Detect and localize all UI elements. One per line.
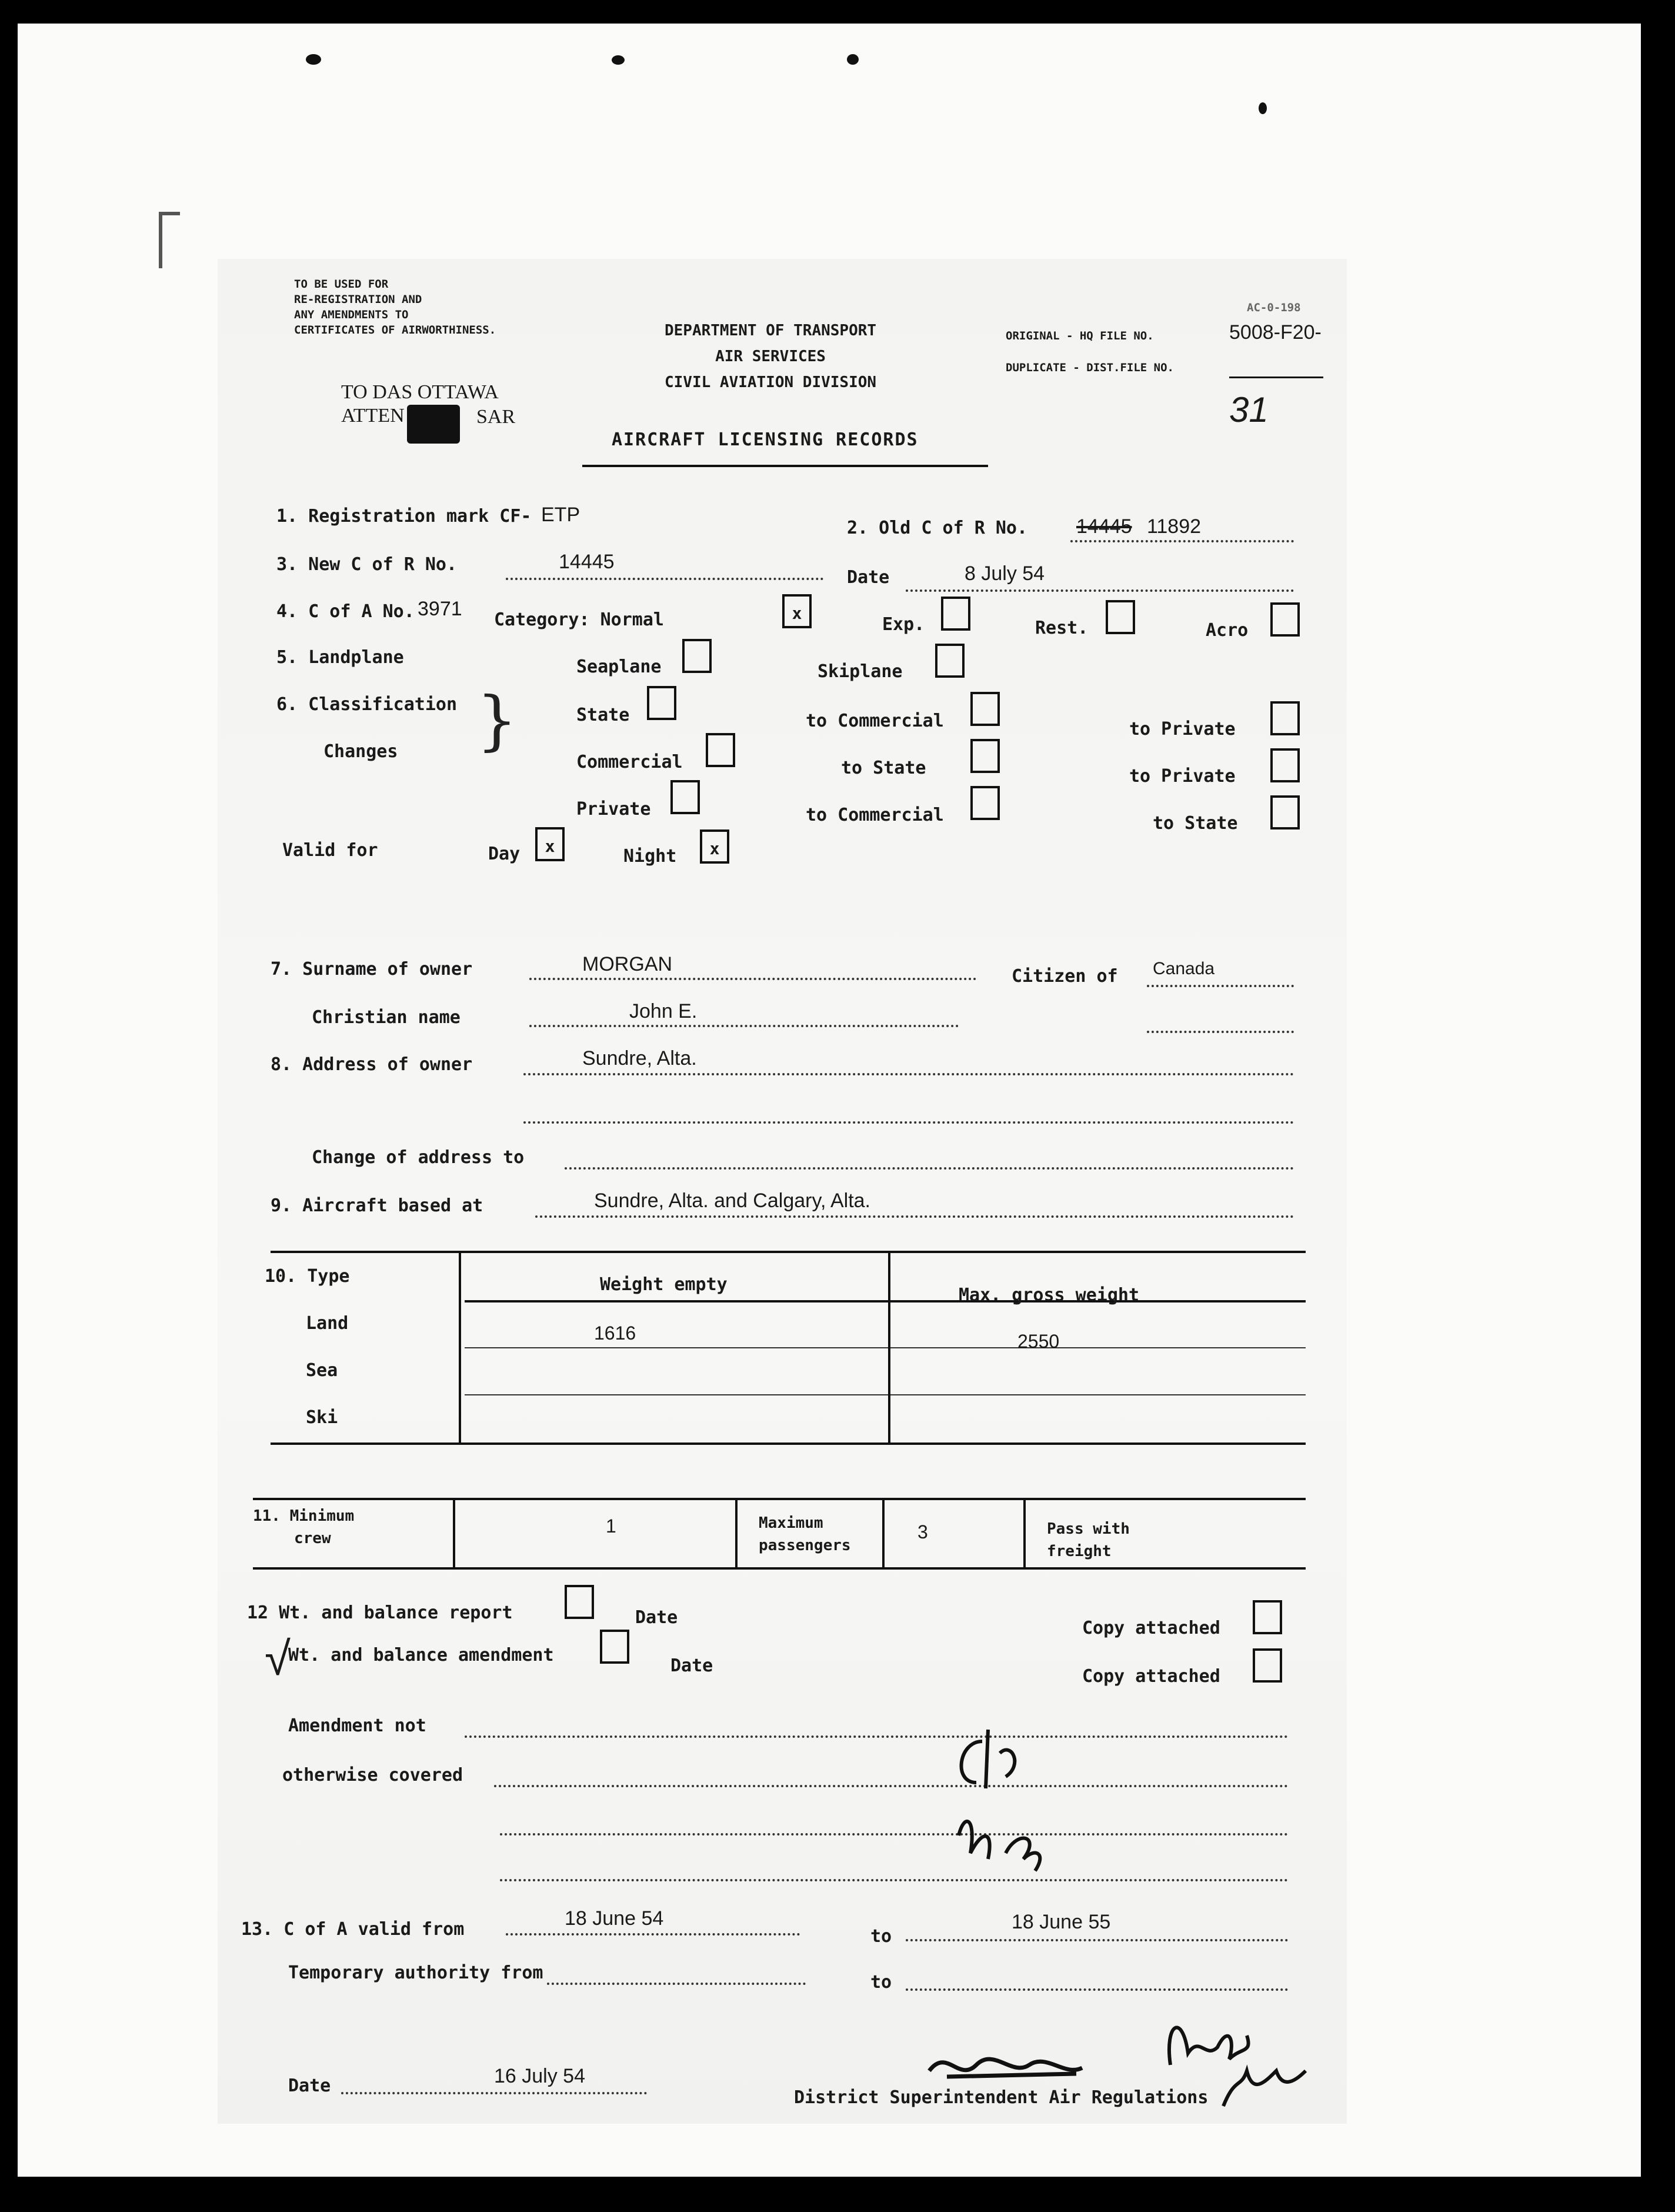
amendment-dots-4 [500, 1879, 1288, 1881]
address-dots [523, 1073, 1294, 1075]
footer-date-dots [341, 2092, 647, 2094]
land-weight-empty: 1616 [594, 1322, 636, 1344]
amendment-dots-3 [500, 1833, 1288, 1835]
address-label: 8. Address of owner [271, 1054, 473, 1075]
new-cofr-date-dots [906, 589, 1294, 592]
to-state-checkbox[interactable] [970, 739, 1000, 773]
commercial-checkbox[interactable] [706, 733, 735, 767]
superintendent-signature [923, 2000, 1312, 2118]
cofa-value: 3971 [418, 598, 462, 620]
footer-date-label: Date [288, 2076, 331, 2096]
min-crew-label [253, 1505, 354, 1550]
max-passengers-line2: passengers [759, 1537, 851, 1554]
department-heading: DEPARTMENT OF TRANSPORT AIR SERVICES CIVIL AVIATION DIVISION [665, 322, 877, 391]
type-land: Land [306, 1313, 349, 1334]
day-label: Day [488, 844, 520, 864]
commercial-label: Commercial [576, 752, 683, 772]
old-cofr-label: 2. Old C of R No. [847, 518, 1028, 538]
to-private-2-checkbox[interactable] [1270, 748, 1300, 782]
speck [847, 54, 859, 65]
to-state-2-checkbox[interactable] [1270, 795, 1300, 830]
exp-checkbox[interactable] [941, 597, 970, 631]
new-cofr-label: 3. New C of R No. [276, 554, 458, 575]
copy-attached-1-label: Copy attached [1082, 1618, 1220, 1638]
to-commercial-2-label: to Commercial [806, 805, 944, 825]
rest-checkbox[interactable] [1106, 600, 1135, 634]
copy-attached-1-checkbox[interactable] [1253, 1600, 1282, 1634]
based-at-value: Sundre, Alta. and Calgary, Alta. [594, 1190, 870, 1212]
type-label: 10. Type [265, 1266, 350, 1287]
amendment-dots-1 [465, 1735, 1288, 1738]
table10-rule-2 [465, 1394, 1306, 1395]
old-cofr-value: 11892 [1147, 515, 1202, 538]
pass-freight-line2: freight [1047, 1543, 1112, 1560]
to-line-1: TO DAS OTTAWA [341, 381, 499, 403]
private-label: Private [576, 799, 651, 819]
copy-attached-2-label: Copy attached [1082, 1666, 1220, 1687]
table11-bottom [253, 1567, 1306, 1570]
title-underline [582, 465, 988, 467]
wb-report-label: 12 Wt. and balance report [247, 1603, 513, 1623]
table11-col-3 [882, 1498, 885, 1567]
initials-signature [947, 1718, 1065, 1888]
speck [306, 54, 321, 65]
table10-rule-1 [465, 1347, 1306, 1348]
to-commercial-checkbox[interactable] [970, 692, 1000, 726]
duplicate-file-value: 31 [1229, 390, 1269, 429]
address-dots-2 [523, 1121, 1294, 1124]
duplicate-file-label: DUPLICATE - DIST.FILE NO. [1006, 361, 1174, 374]
cofa-valid-to-value: 18 June 55 [1012, 1911, 1111, 1933]
crop-mark [159, 212, 180, 268]
table11-col-1 [453, 1498, 455, 1567]
min-crew-line1: 11. Minimum [253, 1507, 355, 1525]
cofa-valid-from-dots [506, 1933, 800, 1936]
cofa-valid-from-value: 18 June 54 [565, 1907, 664, 1930]
temp-authority-label: Temporary authority from [288, 1963, 543, 1983]
land-max-gross: 2550 [1017, 1331, 1060, 1352]
to-state-2-label: to State [1153, 813, 1238, 834]
usage-note: TO BE USED FOR RE-REGISTRATION AND ANY AMENDMENTS TO CERTIFICATES OF AIRWORTHINESS. [294, 278, 496, 337]
redaction-blot [407, 405, 460, 444]
acro-checkbox[interactable] [1270, 602, 1300, 637]
to-private-checkbox[interactable] [1270, 701, 1300, 735]
temp-authority-to-dots [906, 1988, 1288, 1991]
type-ski: Ski [306, 1407, 338, 1428]
speck [612, 55, 625, 65]
old-cofr-struck: 14445 [1076, 515, 1132, 538]
type-sea: Sea [306, 1360, 338, 1381]
cofa-valid-label: 13. C of A valid from [241, 1919, 465, 1940]
citizen-dots [1147, 985, 1294, 987]
wb-report-date-label: Date [635, 1607, 678, 1628]
table10-bottom [271, 1443, 1306, 1445]
wb-amend-date-label: Date [670, 1655, 713, 1676]
pass-freight-label [1047, 1518, 1130, 1563]
to-line-2b: SAR [476, 406, 516, 428]
seaplane-checkbox[interactable] [682, 639, 712, 673]
based-at-label: 9. Aircraft based at [271, 1195, 483, 1216]
table11-col-2 [735, 1498, 738, 1567]
surname-dots [529, 978, 976, 980]
temp-authority-dots [547, 1983, 806, 1985]
pass-freight-line1: Pass with [1047, 1520, 1130, 1538]
wb-report-checkbox[interactable] [565, 1585, 594, 1619]
private-checkbox[interactable] [670, 780, 700, 814]
dist-file-underline [1229, 377, 1323, 378]
form-title: AIRCRAFT LICENSING RECORDS [612, 429, 919, 450]
wb-amend-checkbox[interactable] [600, 1630, 629, 1664]
classification-brace: } [476, 682, 518, 758]
classification-label: 6. Classification [276, 694, 458, 715]
to-private-label: to Private [1129, 719, 1236, 739]
registration-label: 1. Registration mark CF- [276, 506, 532, 527]
seaplane-label: Seaplane [576, 657, 662, 677]
cofa-label: 4. C of A No. [276, 601, 415, 622]
christian-name-label: Christian name [312, 1007, 461, 1028]
min-crew-line2: crew [294, 1530, 331, 1547]
old-cofr-dots [1070, 540, 1294, 542]
to-commercial-label: to Commercial [806, 711, 944, 731]
original-file-label: ORIGINAL - HQ FILE NO. [1006, 329, 1154, 342]
based-at-dots [535, 1215, 1294, 1218]
christian-dots [529, 1025, 959, 1027]
speck [1259, 102, 1267, 114]
night-checkbox[interactable]: x [700, 830, 729, 864]
landplane-label: 5. Landplane [276, 647, 404, 668]
max-gross-header: Max. gross weight [959, 1285, 1140, 1305]
address-value: Sundre, Alta. [582, 1047, 697, 1070]
table10-col-1 [459, 1251, 461, 1443]
citizen-dots-2 [1147, 1031, 1294, 1033]
weight-empty-header: Weight empty [600, 1274, 728, 1295]
day-checkbox[interactable]: x [535, 827, 565, 861]
to-private-2-label: to Private [1129, 766, 1236, 787]
night-label: Night [623, 846, 677, 867]
new-cofr-date-label: Date [847, 567, 890, 588]
citizen-label: Citizen of [1012, 966, 1118, 987]
table10-top [271, 1251, 1306, 1253]
amendment-label-2: otherwise covered [282, 1765, 463, 1785]
new-cofr-date-value: 8 July 54 [965, 562, 1045, 585]
rest-label: Rest. [1035, 618, 1089, 638]
licensing-form [218, 259, 1347, 2124]
valid-for-label: Valid for [282, 840, 378, 861]
change-address-label: Change of address to [312, 1147, 525, 1168]
surname-label: 7. Surname of owner [271, 959, 473, 980]
acro-label: Acro [1206, 620, 1249, 641]
to-state-label: to State [841, 758, 926, 778]
to-line-2a: ATTEN [341, 405, 405, 427]
exp-label: Exp. [882, 614, 925, 635]
check-tick: √ [265, 1633, 291, 1685]
state-label: State [576, 705, 630, 725]
footer-date-value: 16 July 54 [494, 2065, 585, 2087]
min-crew-value: 1 [606, 1515, 616, 1537]
original-file-value: 5008-F20- [1229, 321, 1322, 344]
new-cofr-dots [506, 578, 823, 580]
category-normal-label: Category: Normal [494, 609, 664, 630]
christian-name-value: John E. [629, 1000, 698, 1022]
table10-header-rule [465, 1300, 1306, 1302]
temp-authority-to-label: to [870, 1972, 892, 1993]
cofa-valid-to-dots [906, 1939, 1288, 1941]
form-number: AC-0-198 [1247, 301, 1301, 314]
normal-checkbox[interactable]: x [782, 594, 812, 628]
max-passengers-label [759, 1512, 851, 1557]
skiplane-label: Skiplane [818, 661, 903, 682]
citizen-value: Canada [1153, 959, 1215, 978]
change-address-dots [565, 1167, 1294, 1170]
max-passengers-value: 3 [917, 1521, 928, 1543]
wb-amend-label: Wt. and balance amendment [288, 1645, 554, 1665]
surname-value: MORGAN [582, 953, 672, 975]
amendment-label-1: Amendment not [288, 1715, 426, 1736]
skiplane-checkbox[interactable] [935, 644, 965, 678]
changes-label: Changes [323, 741, 398, 762]
cofa-valid-to-label: to [870, 1926, 892, 1947]
table10-col-2 [888, 1253, 890, 1443]
table11-top [253, 1498, 1306, 1500]
table11-col-4 [1023, 1498, 1026, 1567]
superintendent-label: District Superintendent Air Regulations [794, 2087, 1209, 2108]
max-passengers-line1: Maximum [759, 1514, 823, 1532]
amendment-dots-2 [494, 1785, 1288, 1787]
new-cofr-value: 14445 [559, 551, 615, 573]
copy-attached-2-checkbox[interactable] [1253, 1648, 1282, 1683]
state-checkbox[interactable] [647, 686, 676, 720]
registration-value: ETP [541, 504, 580, 526]
to-commercial-2-checkbox[interactable] [970, 786, 1000, 820]
